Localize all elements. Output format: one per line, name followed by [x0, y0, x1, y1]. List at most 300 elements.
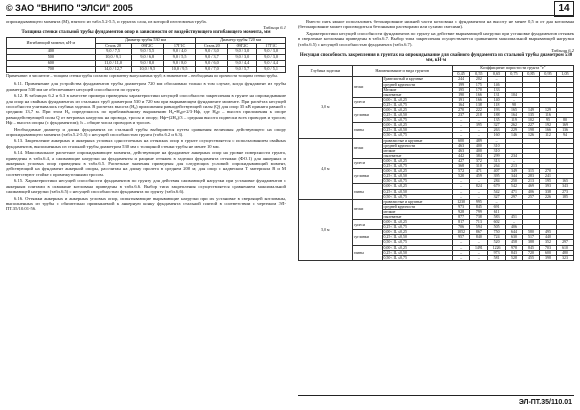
table2-cell: 188 [488, 113, 506, 118]
table2-cell: 0,50< IL ≤0,75 [382, 133, 452, 138]
table2-cell: 135 [488, 118, 506, 123]
table2-title: Несущая способность закрепления в грунтах на опрокидывание для свайного фундамента из стальной трубы диаметром 530 мм, кН·м [299, 53, 573, 64]
table2-soil-cell: пески [352, 77, 382, 97]
table2-cell: 116 [539, 113, 556, 118]
table2-cell: 0,25< IL ≤0,50 [382, 128, 452, 133]
table2-cell: 1052 [452, 230, 470, 235]
table2-cell: мелкие [382, 209, 452, 214]
table2-cell: – [470, 250, 488, 255]
table2-cell: 165 [556, 179, 573, 184]
table2-cell: 263 [488, 128, 506, 133]
table2-cell: 0,00< IL ≤0,25 [382, 158, 452, 163]
table2-cell: 0,00< IL ≤0,25 [382, 97, 452, 102]
table1-subheader-cell: Сталь 20 [196, 43, 228, 49]
table2-cell: 840 [470, 235, 488, 240]
table2-soil-cell: суглинки [352, 108, 382, 123]
left-paragraphs [6, 81, 286, 211]
table2-cell: – [452, 245, 470, 250]
table2-cell: 195 [539, 179, 556, 184]
table1-cell: 500 [7, 55, 96, 61]
table1-cell: 9,0 / 6,8 [131, 55, 163, 61]
table1-cell: 9,0 / 5,5 [131, 49, 163, 55]
table2-cell: 400 [470, 143, 488, 148]
table1-cell: 10,0 / 9,5 [131, 66, 163, 72]
table2-cell: – [452, 194, 470, 199]
body-paragraph: Вместо пять ямное использовать бетонирование нижней части котлована с фундаментом на высоту не менее 0,5 м от дна котлована (бетонирование может производиться бетонными растворами или сухими смесями). [298, 19, 574, 30]
table2-cell: 1491 [470, 245, 488, 250]
table2-soil-cell: суглинки [352, 169, 382, 184]
table2-cell: 264 [488, 164, 506, 169]
table2-cell: 229 [505, 128, 522, 133]
table2-cell: 94 [556, 133, 573, 138]
table2-cell: 95 [539, 118, 556, 123]
table1-subheader-cell: 09Г2С [131, 43, 163, 49]
table2-cell: 112 [539, 133, 556, 138]
table1-cell: 14,0 / 12,7 [95, 66, 131, 72]
table2-cell: 327 [488, 123, 506, 128]
table2-cell: 407 [488, 169, 506, 174]
table1-cell: 9,0 / 6,0 [196, 61, 228, 67]
table1-cell: 400 [7, 49, 96, 55]
table2-cell: 517 [522, 235, 539, 240]
table2-cell: 706 [452, 225, 470, 230]
table2-soil-cell: суглинки [352, 230, 382, 245]
table2-cell: 957 [452, 235, 470, 240]
table2-cell: 218 [470, 113, 488, 118]
table2-cell: 250 [505, 179, 522, 184]
document-code: ЭЛ-ПТ.35/110.01 [518, 399, 572, 406]
table2-cell: – [470, 189, 488, 194]
table1-header-cell: Диаметр трубы 720 мм [196, 37, 286, 43]
table1-caption: Таблица 6.1 [263, 25, 286, 31]
table2-cell: 226 [539, 194, 556, 199]
table2-cell: 202 [470, 77, 488, 82]
table2-cell: 469 [522, 184, 539, 189]
table2-cell: 581 [488, 255, 506, 260]
table2-cell: 611 [488, 209, 506, 214]
table2-header-cell: Коэффициент пористости грунта "е" [452, 65, 573, 71]
table2-cell: 126 [522, 133, 539, 138]
table2-cell: 234 [505, 153, 522, 158]
table2-cell: – [470, 118, 488, 123]
table2-cell: 160 [488, 133, 506, 138]
header-rule [6, 15, 574, 16]
table2-cell: 520 [452, 174, 470, 179]
table2-cell: – [452, 118, 470, 123]
table2-cell: 213 [522, 179, 539, 184]
body-paragraph: Характеристики несущей способности фундаментов по грунту на действие вырывающей нагрузки при установке фундаментов оттяжек в сверленые котлованы приведены в табл.6.7. Выбор типа закрепления осуществляется сравнением максимальной вырывающей нагрузки (табл.6.5) с несущей способностью фундамента (табл.6.7). [298, 30, 574, 47]
table2-subheader-cell: 0,65 [488, 71, 506, 77]
page-number: 14 [554, 1, 574, 17]
table2-cell: 0,00< IL ≤0,25 [382, 230, 452, 235]
table-row [7, 66, 286, 72]
table2-cell: 170 [470, 87, 488, 92]
table2-cell: 0,25< IL ≤0,50 [382, 235, 452, 240]
table2-cell: 310 [470, 164, 488, 169]
table2-subheader-cell: 0,95 [539, 71, 556, 77]
left-column [6, 19, 286, 213]
table2-cell: 0,50< IL ≤0,75 [382, 240, 452, 245]
table2-cell: 166 [539, 128, 556, 133]
table2-cell: 270 [539, 169, 556, 174]
table2-cell: 166 [470, 97, 488, 102]
table2-cell: средней крупности [382, 82, 452, 87]
right-paragraphs [298, 19, 574, 47]
right-column [298, 19, 574, 261]
table2-cell: пылеватые [382, 92, 452, 97]
table2-cell: – [470, 240, 488, 245]
table2-soil-cell: глины [352, 184, 382, 199]
table2-cell: 427 [452, 158, 470, 163]
table2-cell: 610 [556, 245, 573, 250]
table2-cell: 227 [522, 123, 539, 128]
table2-cell: 384 [470, 153, 488, 158]
table2-cell: 0,00< IL ≤0,25 [382, 245, 452, 250]
table2-cell: 398 [539, 255, 556, 260]
table2-cell: 877 [452, 214, 470, 219]
table2-depth-cell: 5,0 м [299, 199, 353, 260]
table2-cell: 471 [505, 189, 522, 194]
table2-cell: 297 [505, 194, 522, 199]
table2-cell: 0,00< IL ≤0,25 [382, 184, 452, 189]
table2-cell: 520 [488, 240, 506, 245]
table2-cell: 480 [556, 250, 573, 255]
table2-cell: 323 [556, 255, 573, 260]
table2-cell: – [452, 255, 470, 260]
table2-cell: – [452, 133, 470, 138]
table1-cell: 9,0 / 7,5 [95, 49, 131, 55]
table2-cell: 198 [522, 128, 539, 133]
table2-cell: 135 [522, 113, 539, 118]
table1-subheader-cell: 17Г1С [163, 43, 195, 49]
table1-cell: 10,0 / 9,5 [163, 66, 195, 72]
table1-subheader-cell: Сталь 20 [95, 43, 131, 49]
intro-paragraph: опрокидывающего момента (М), взятого из табл.5.2-5.5, и грунтах слоя, из которой изготовлена труба. [6, 19, 207, 24]
table2-cell: 368 [452, 164, 470, 169]
table2-cell: 284 [488, 179, 506, 184]
body-paragraph: 6.11. Применение для устройства фундаментов трубы диаметром 720 мм обосновано только в том случае, когда фундамент из трубы диаметром 530 мм не обеспечивает несущей способности по грунту. [6, 81, 286, 92]
table2-depth-cell: 4,0 м [299, 138, 353, 199]
table1-title: Толщина стенки стальной трубы фундаментов опор в зависимости от воздействующего изгибающего момента, мм [21, 30, 271, 36]
table2-cell: 0,50< IL ≤0,75 [382, 255, 452, 260]
body-paragraph: 6.12. В таблицах 6.2 и 6.3 в качестве примера приведены характеристики несущей способности закрепления в грунте на опрокидывание для опор на свайных фундаментах из стальных труб диаметром 530 и 720 мм при вырывающем фундаменте моменте. При расчётах несущей способности учитывалась глубина заделки. В расчетах высота (Н₀) приложения равнодействующей силы (Q) для опор 35 кВ принята равной с средним 13,7 м. При этом Н₀ определялось по приближённому выражению Н₀=Н₀р+2/3·Нф, где Н₀р – высота приложения к опоре равнодействующей силы Q от ветровых нагрузок на провода, тросы и опору; Нф=(2Н₀)/3 – средняя высота подвески всех проводов и тросов; Нф – высота опоры (с фундаментом); h – общие числа проводов и тросов. [6, 93, 286, 126]
table2-cell: – [452, 128, 470, 133]
table2-cell: 440 [539, 235, 556, 240]
table2-cell: – [452, 179, 470, 184]
table2-cell: 310 [488, 143, 506, 148]
table2-cell: 166 [470, 92, 488, 97]
table2-subheader-cell: 0,85 [522, 71, 539, 77]
table2-cell: 602 [488, 220, 506, 225]
table2-cell: 133 [488, 87, 506, 92]
table2-cell: 129 [539, 108, 556, 113]
table1-cell: 9,0 / 3,0 [257, 49, 286, 55]
table2-cell: 928 [452, 209, 470, 214]
table2-subheader-cell: 0,45 [452, 71, 470, 77]
table2-cell: 297 [556, 240, 573, 245]
table2-soil-cell: пески [352, 199, 382, 219]
table2 [298, 65, 574, 261]
table1-cell: 9,0 / 3,0 [257, 55, 286, 61]
table2-cell: 505 [488, 225, 506, 230]
table1-cell: 11,0 / 11,0 [95, 61, 131, 67]
table2-cell: 164 [452, 102, 470, 107]
table2-cell: – [470, 128, 488, 133]
table2-cell: 98 [505, 102, 522, 107]
table2-cell: 165 [505, 108, 522, 113]
table2-cell: 0,25< IL ≤0,50 [382, 174, 452, 179]
table2-cell: – [488, 138, 506, 143]
table2-cell: 270 [452, 108, 470, 113]
table2-cell: 118 [488, 102, 506, 107]
table2-cell: – [488, 77, 506, 82]
table2-cell: – [488, 199, 506, 204]
table2-cell: 471 [470, 169, 488, 174]
table2-cell: 349 [505, 169, 522, 174]
table2-cell: 799 [470, 209, 488, 214]
table2-cell: 442 [452, 153, 470, 158]
table1-subheader-cell: 09Г2С [228, 43, 257, 49]
table2-cell: 406 [505, 225, 522, 230]
table2-cell: 395 [488, 174, 506, 179]
table2-cell: – [505, 158, 522, 163]
table2-cell: пылеватые [382, 214, 452, 219]
table2-cell: гравелистые и крупные [382, 199, 452, 204]
table2-cell: 724 [488, 235, 506, 240]
table2-cell: 463 [452, 143, 470, 148]
table1-cell: 9,0 / 5,1 [257, 66, 286, 72]
document-header: © ЗАО "ВНИПО "ЭЛСИ" 2005 [6, 3, 133, 13]
table2-depth-cell: 3,0 м [299, 77, 353, 138]
table2-cell: 192 [539, 123, 556, 128]
table2-cell: 644 [505, 230, 522, 235]
table2-cell: Гравелистый и крупные [382, 77, 452, 82]
table1-cell: 9,0 / 3,0 [196, 49, 228, 55]
table2-header-cell: Глубина заделки [299, 65, 353, 77]
table2-cell: 542 [505, 184, 522, 189]
table2-cell: 213 [505, 164, 522, 169]
table2-cell: 119 [505, 118, 522, 123]
table2-cell: 244 [452, 77, 470, 82]
table2-cell: – [452, 123, 470, 128]
table2-cell: 257 [522, 194, 539, 199]
table2-cell: 169 [556, 123, 573, 128]
table2-cell: 388 [522, 240, 539, 245]
table2-soil-cell: пески [352, 138, 382, 158]
table1-cell: 600 [7, 61, 96, 67]
table2-cell: 594 [470, 225, 488, 230]
table2-subheader-cell: 1,05 [556, 71, 573, 77]
table2-cell: 241 [539, 174, 556, 179]
table2-cell: 0,50< IL ≤0,75 [382, 118, 452, 123]
table2-cell: 845 [470, 204, 488, 209]
table1-cell: 9,0 / 4,0 [163, 49, 195, 55]
table2-cell: 0,00< IL ≤0,25 [382, 220, 452, 225]
table2-cell: 191 [452, 97, 470, 102]
table2-cell: 327 [488, 194, 506, 199]
table2-soil-cell: супеси [352, 220, 382, 230]
table2-cell: 495 [539, 230, 556, 235]
table2-cell: – [470, 179, 488, 184]
table2-body [299, 77, 574, 260]
table2-cell: 455 [522, 255, 539, 260]
table2-cell: 738 [470, 214, 488, 219]
table2-cell: 315 [522, 169, 539, 174]
table2-cell: 372 [470, 158, 488, 163]
table2-cell: – [452, 250, 470, 255]
table2-cell: – [452, 184, 470, 189]
table1-cell: 9,0 / 3,0 [228, 49, 257, 55]
body-paragraph: 6.14. Максимальное расчетное опрокидывающее момента, действующие на фундамент анкерных опор на уровне поверхности грунта, приведены в табл.6.4, а сжимающие нагрузки на фундаменты и ращине оттяжек в заделки фундамента оттяжки (ФО.1) для анкерных и анкерных угловых опор приведены в табл.6.5. Расчетные значения приведены для следующих условий: опрокидывающий момент, действующий на фундамент анкерной опоры, рассчитан на длину пролета в среднем 200 м; для опор с надвеском Т материала В и М соответствуют стойке с промежуточными тросом. [6, 150, 286, 177]
table2-cell: гравелистые и крупные [382, 138, 452, 143]
table2-soil-cell: глины [352, 245, 382, 260]
table2-cell: 393 [539, 184, 556, 189]
table2-cell: – [470, 255, 488, 260]
table2-cell: 580 [522, 230, 539, 235]
table2-cell: 720 [522, 250, 539, 255]
table2-cell: 995 [470, 199, 488, 204]
table2-cell: – [452, 240, 470, 245]
table2-cell: 1230 [452, 199, 470, 204]
table2-cell: 102 [522, 118, 539, 123]
table2-cell: 395 [470, 123, 488, 128]
table1-cell: 9,0 / 5,7 [228, 66, 257, 72]
table2-cell: 164 [505, 113, 522, 118]
table2-cell: 283 [522, 174, 539, 179]
table2-cell: 195 [452, 87, 470, 92]
table2-cell: 572 [452, 169, 470, 174]
table1-cell: 9,0 / 7,0 [196, 66, 228, 72]
table2-cell: Мелкие [382, 87, 452, 92]
table2-cell: 843 [505, 250, 522, 255]
table2-cell: 80 [556, 118, 573, 123]
table1-cell: 9,0 / 8,0 [131, 61, 163, 67]
table2-soil-cell: глины [352, 123, 382, 138]
table2-cell: 193 [488, 108, 506, 113]
table2-cell: мелкие [382, 148, 452, 153]
table2-cell: средней крупности [382, 204, 452, 209]
table2-cell: – [452, 189, 470, 194]
table2-cell: 542 [488, 189, 506, 194]
table2-soil-cell: супеси [352, 158, 382, 168]
table2-cell: 978 [505, 245, 522, 250]
table2-soil-cell: супеси [352, 97, 382, 107]
table2-cell: 750 [488, 230, 506, 235]
table2-header-cell: Наименование и вида грунтов [352, 65, 452, 77]
table2-cell: 199 [452, 82, 470, 87]
table1-cell: 9,0 / 4,4 [257, 61, 286, 67]
table2-cell: – [470, 194, 488, 199]
table2-cell: 313 [488, 158, 506, 163]
table2-cell: 824 [470, 184, 488, 189]
table1-note: Примечание: в числителе – толщина стенки трубы согласно сортаменту выпускаемых труб; в знаменателе – необходимая по прочности толщина стенки трубы. [6, 72, 278, 78]
table1-cell: 10,0 / 9,1 [95, 55, 131, 61]
table2-cell: 400 [470, 148, 488, 153]
table2-cell: 817 [452, 220, 470, 225]
table2-cell: 600 [452, 138, 470, 143]
table2-cell: 458 [505, 240, 522, 245]
table1 [6, 37, 286, 73]
table2-cell: 1226 [488, 245, 506, 250]
table2-cell: 0,25< IL ≤0,50 [382, 250, 452, 255]
table2-cell: 344 [505, 174, 522, 179]
table2-subheader-cell: 0,55 [470, 71, 488, 77]
table2-cell: 0,00< IL ≤0,25 [382, 123, 452, 128]
table2-cell: 352 [539, 240, 556, 245]
table2-caption: Таблица 6.2 [551, 48, 574, 54]
table2-cell: 845 [522, 245, 539, 250]
table2-cell: 0,00< IL ≤0,25 [382, 108, 452, 113]
table2-cell: 310 [488, 148, 506, 153]
table2-cell: 583 [488, 214, 506, 219]
table2-cell: пылеватые [382, 153, 452, 158]
table2-cell: 0,00< IL ≤0,25 [382, 169, 452, 174]
table2-cell: 299 [488, 153, 506, 158]
table2-cell: – [470, 133, 488, 138]
table1-cell: 9,0 / 3,7 [196, 55, 228, 61]
table2-cell: 0,25< IL ≤0,75 [382, 102, 452, 107]
table2-cell: 973 [452, 204, 470, 209]
body-paragraph: 6.13. Закрепление анкерных и анкерных угловых одностоечных на оттяжках опор в грунте осуществляется с использованием свайных фундаментов, выполненных из стальной трубы диаметром 530 мм с толщиной стенки трубы не менее 10 мм. [6, 138, 286, 149]
table2-cell: 146 [505, 133, 522, 138]
footer-rule [298, 395, 574, 396]
table2-cell: 0,25< IL ≤0,50 [382, 113, 452, 118]
table2-cell: 0,25< IL ≤0,50 [382, 189, 452, 194]
table2-cell: 0,25< IL ≤0,75 [382, 225, 452, 230]
table2-cell: 136 [556, 128, 573, 133]
table2-cell: 149 [522, 108, 539, 113]
table1-cell: 9,0 / 8,0 [163, 61, 195, 67]
table2-cell: 973 [488, 250, 506, 255]
table2-cell: 463 [452, 148, 470, 153]
table1-subheader-cell: 17Г1С [257, 43, 286, 49]
table2-cell: 140 [488, 97, 506, 102]
table2-cell: 237 [452, 113, 470, 118]
table2-cell: 146 [488, 82, 506, 87]
table2-cell: 175 [470, 82, 488, 87]
table1-cell: 9,0 / 3,0 [228, 55, 257, 61]
table2-cell: 131 [488, 92, 506, 97]
table1-header-cell: Изгибающий момент, кН·м [7, 37, 96, 49]
table2-cell: – [505, 220, 522, 225]
table2-cell: 679 [488, 184, 506, 189]
table2-cell: 343 [556, 184, 573, 189]
table2-cell: средней крупности [382, 143, 452, 148]
table2-cell: 691 [488, 204, 506, 209]
table2-cell: 489 [470, 138, 488, 143]
table2-cell: 528 [505, 255, 522, 260]
table2-cell: 713 [470, 220, 488, 225]
table1-cell: 9,0 / 5,5 [163, 55, 195, 61]
table2-cell: 0,25< IL ≤0,75 [382, 164, 452, 169]
table2-cell: 185 [556, 194, 573, 199]
table2-cell: 262 [505, 123, 522, 128]
table1-cell: 9,0 / 4,4 [228, 61, 257, 67]
table2-cell: 273 [556, 189, 573, 194]
table2-cell: 600 [539, 250, 556, 255]
table2-cell: 406 [522, 189, 539, 194]
table1-body [7, 49, 286, 72]
table2-cell: 0,50< IL ≤0,75 [382, 179, 452, 184]
table1-header-cell: Диаметр трубы 530 мм [95, 37, 196, 43]
table2-subheader-cell: 0,75 [505, 71, 522, 77]
table2-cell: 630 [505, 235, 522, 240]
table2-cell: 138 [470, 102, 488, 107]
table2-cell: 190 [452, 92, 470, 97]
body-paragraph: 6.15. Характеристики несущей способности фундаментов по грунту для действия сжимающей нагрузки при установке фундаментов с анкерным плитами в скважине котлована приведены в табл.6.6. Выбор типа закрепления осуществляется сравнением максимальной сжимающей нагрузки (табл.6.5) с несущей способностью фундамента по грунту (табл.6.6). [6, 178, 286, 195]
table2-cell: 104 [505, 92, 522, 97]
table2-cell: 0,50< IL ≤0,75 [382, 194, 452, 199]
